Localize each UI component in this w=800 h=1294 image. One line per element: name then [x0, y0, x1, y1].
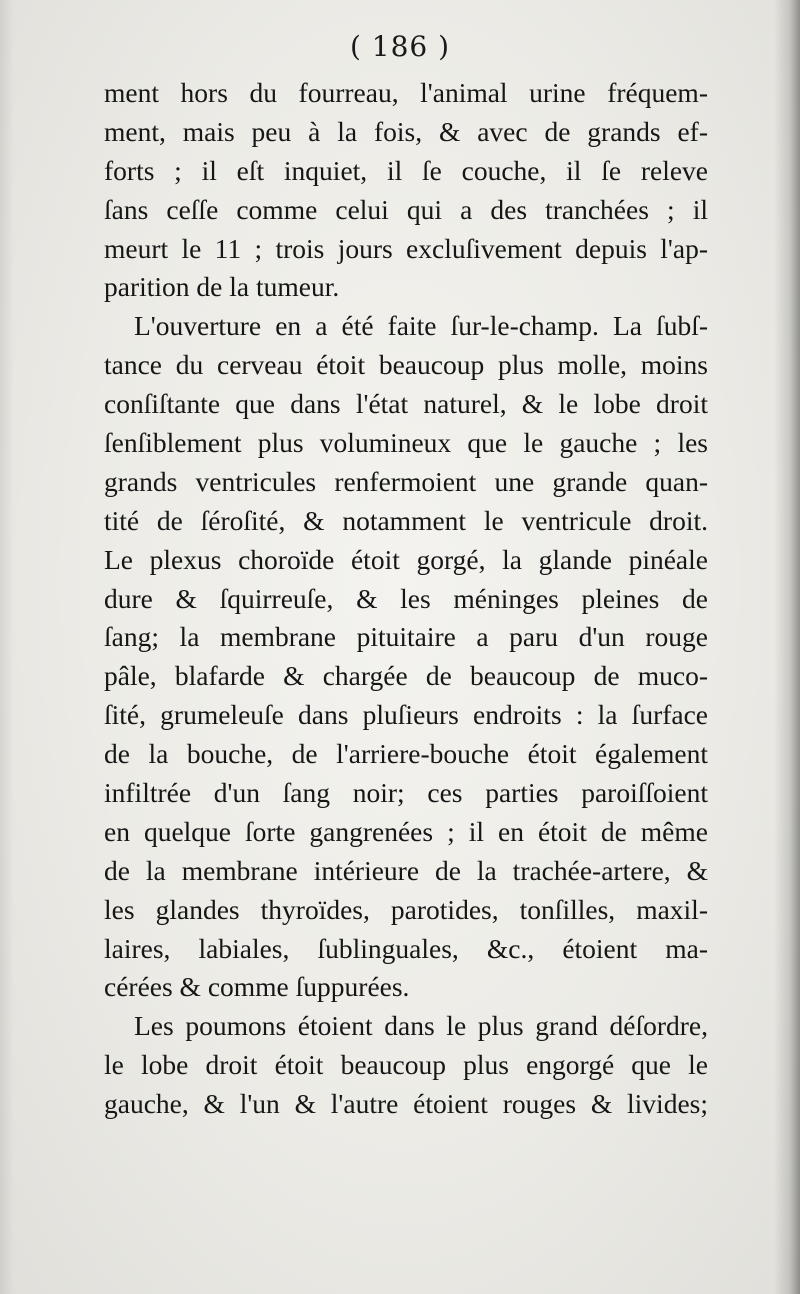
text-line: conſiſtante que dans l'état naturel, & le lobe droit: [104, 388, 708, 420]
text-line: de la membrane intérieure de la trachée-artere, &: [104, 854, 708, 886]
text-line: ſité, grumeleuſe dans pluſieurs endroits : la ſurface: [104, 699, 708, 731]
text-line: gauche, & l'un & l'autre étoient rouges & livides;: [104, 1088, 708, 1120]
text-line: L'ouverture en a été faite ſur-le-champ. La ſubſ-: [134, 310, 708, 342]
text-line: Les poumons étoient dans le plus grand déſordre,: [134, 1010, 708, 1042]
paragraph-2: [104, 307, 708, 1007]
text-line: meurt le 11 ; trois jours excluſivement depuis l'ap-: [104, 232, 708, 264]
page-binding-shadow: [774, 0, 800, 1294]
text-line: de la bouche, de l'arriere-bouche étoit également: [104, 738, 708, 770]
text-line: Le plexus choroïde étoit gorgé, la glande pinéale: [104, 543, 708, 575]
text-line: pâle, blafarde & chargée de beaucoup de muco-: [104, 660, 708, 692]
text-line: ſenſiblement plus volumineux que le gauche ; les: [104, 427, 708, 459]
text-line: ſang; la membrane pituitaire a paru d'un rouge: [104, 621, 708, 653]
text-line: tité de ſéroſité, & notamment le ventricule droit.: [104, 504, 708, 536]
text-line: laires, labiales, ſublinguales, &c., étoient ma-: [104, 932, 708, 964]
text-line: dure & ſquirreuſe, & les méninges pleines de: [104, 582, 708, 614]
text-line: les glandes thyroïdes, parotides, tonſilles, maxil-: [104, 893, 708, 925]
text-line: ment, mais peu à la fois, & avec de grands ef-: [104, 115, 708, 147]
paragraph-3: [104, 1007, 708, 1124]
text-line: parition de la tumeur.: [104, 271, 340, 303]
page-left-shadow: [0, 0, 14, 1294]
text-line: tance du cerveau étoit beaucoup plus molle, moins: [104, 349, 708, 381]
text-line: forts ; il eſt inquiet, il ſe couche, il ſe releve: [104, 154, 708, 186]
text-line: infiltrée d'un ſang noir; ces parties paroiſſoient: [104, 777, 708, 809]
page-number: ( 186 ): [349, 30, 451, 63]
text-line: grands ventricules renfermoient une grande quan-: [104, 465, 708, 497]
text-line: le lobe droit étoit beaucoup plus engorgé que le: [104, 1049, 708, 1081]
body-text: [104, 74, 708, 1124]
text-line: cérées & comme ſuppurées.: [104, 971, 410, 1003]
paragraph-1: [104, 74, 708, 307]
text-line: ſans ceſſe comme celui qui a des tranchées ; il: [104, 193, 708, 225]
text-line: ment hors du fourreau, l'animal urine fréquem-: [104, 77, 708, 108]
text-line: en quelque ſorte gangrenées ; il en étoit de même: [104, 815, 708, 847]
